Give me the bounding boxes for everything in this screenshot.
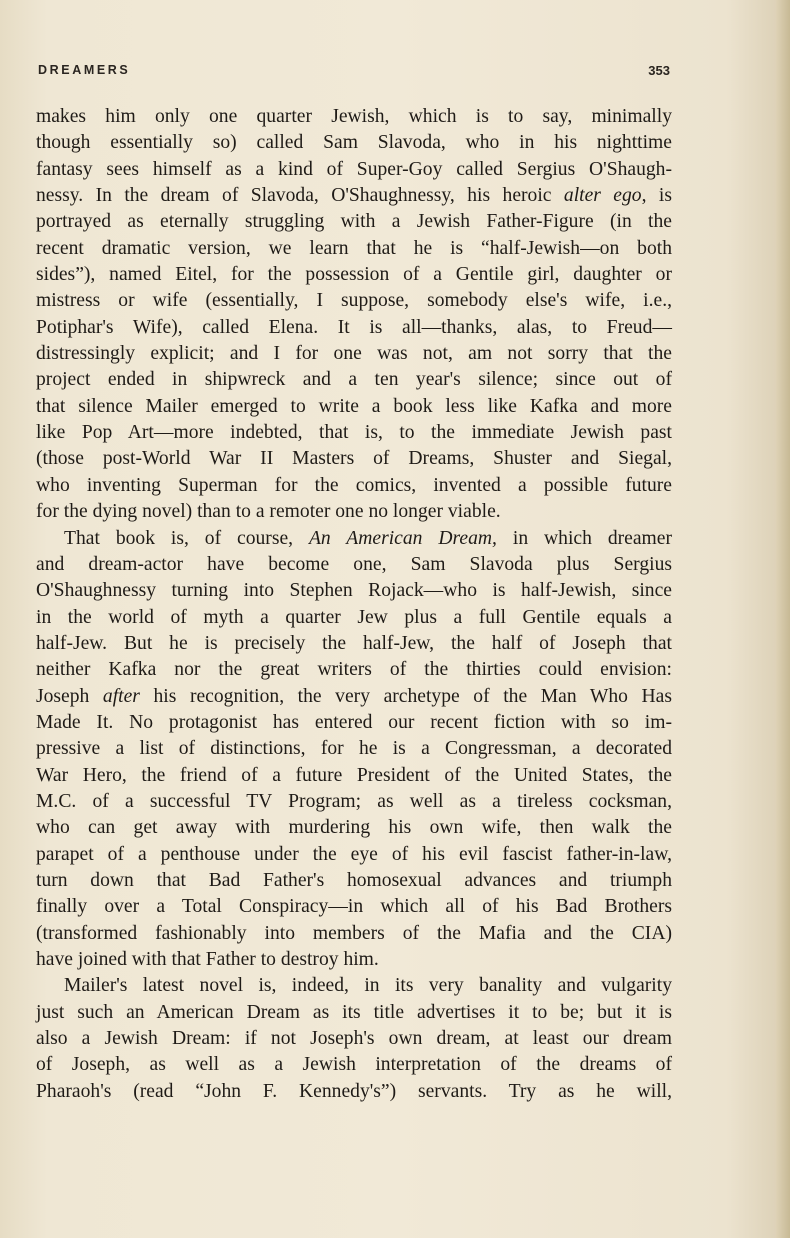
text-line: Joseph after his recognition, the very archetype of the Man Who Has [36, 685, 672, 707]
text-line: Potiphar's Wife), called Elena. It is all—thanks, alas, to Freud— [36, 316, 672, 338]
text-line: neither Kafka nor the great writers of the thirties could envision: [36, 659, 672, 681]
running-head: DREAMERS [38, 63, 131, 77]
text-line: recent dramatic version, we learn that he is “half-Jewish—on both [36, 237, 672, 259]
text-line: makes him only one quarter Jewish, which is to say, minimally [36, 106, 672, 127]
text-line: Made It. No protagonist has entered our recent fiction with so im- [36, 711, 672, 733]
text-line: nessy. In the dream of Slavoda, O'Shaughnessy, his heroic alter ego, is [36, 185, 672, 207]
text-line: who can get away with murdering his own wife, then walk the [36, 817, 672, 839]
text-line: that silence Mailer emerged to write a book less like Kafka and more [36, 395, 672, 417]
text-line: That book is, of course, An American Dream, in which dreamer [64, 527, 672, 549]
body-text [36, 104, 672, 1105]
text-line: of Joseph, as well as a Jewish interpretation of the dreams of [36, 1054, 672, 1076]
text-line: have joined with that Father to destroy him. [36, 949, 379, 970]
text-line: for the dying novel) than to a remoter one no longer viable. [36, 501, 501, 523]
text-line: pressive a list of distinctions, for he is a Congressman, a decorated [36, 738, 672, 760]
text-line: O'Shaughnessy turning into Stephen Rojack—who is half-Jewish, since [36, 580, 672, 602]
text-line: also a Jewish Dream: if not Joseph's own dream, at least our dream [36, 1028, 672, 1050]
text-line: just such an American Dream as its title advertises it to be; but it is [36, 1001, 672, 1023]
italic-text: An American Dream, [308, 527, 497, 549]
text-line: distressingly explicit; and I for one was not, am not sorry that the [36, 343, 672, 365]
text-line: mistress or wife (essentially, I suppose, somebody else's wife, i.e., [36, 290, 672, 312]
italic-text: after [102, 685, 140, 707]
text-line: (those post-World War II Masters of Dreams, Shuster and Siegal, [36, 448, 672, 470]
text-line: portrayed as eternally struggling with a Jewish Father-Figure (in the [36, 211, 672, 233]
text-line: and dream-actor have become one, Sam Slavoda plus Sergius [36, 553, 672, 575]
text-line: parapet of a penthouse under the eye of his evil fascist father-in-law, [36, 843, 672, 865]
text-line: who inventing Superman for the comics, invented a possible future [36, 474, 672, 496]
text-line: Mailer's latest novel is, indeed, in its very banality and vulgarity [64, 975, 672, 997]
text-line: Pharaoh's (read “John F. Kennedy's”) servants. Try as he will, [36, 1080, 672, 1102]
text-line: turn down that Bad Father's homosexual advances and triumph [36, 869, 672, 891]
text-line: project ended in shipwreck and a ten year's silence; since out of [36, 369, 672, 391]
text-line: (transformed fashionably into members of the Mafia and the CIA) [36, 922, 672, 944]
text-line: half-Jew. But he is precisely the half-Jew, the half of Joseph that [36, 632, 672, 654]
text-line: War Hero, the friend of a future President of the United States, the [36, 764, 672, 786]
text-line: finally over a Total Conspiracy—in which all of his Bad Brothers [36, 896, 672, 918]
text-line: in the world of myth a quarter Jew plus a full Gentile equals a [36, 606, 672, 628]
page-number: 353 [648, 63, 670, 78]
text-line: sides”), named Eitel, for the possession of a Gentile girl, daughter or [36, 264, 672, 286]
text-line: though essentially so) called Sam Slavoda, who in his nighttime [36, 132, 672, 154]
page-gutter-edge [776, 0, 790, 1238]
text-line: M.C. of a successful TV Program; as well as a tireless cocksman, [36, 790, 672, 812]
text-line: fantasy sees himself as a kind of Super-Goy called Sergius O'Shaugh- [36, 158, 672, 180]
text-line: like Pop Art—more indebted, that is, to the immediate Jewish past [36, 422, 672, 444]
italic-text: alter ego [563, 185, 642, 207]
